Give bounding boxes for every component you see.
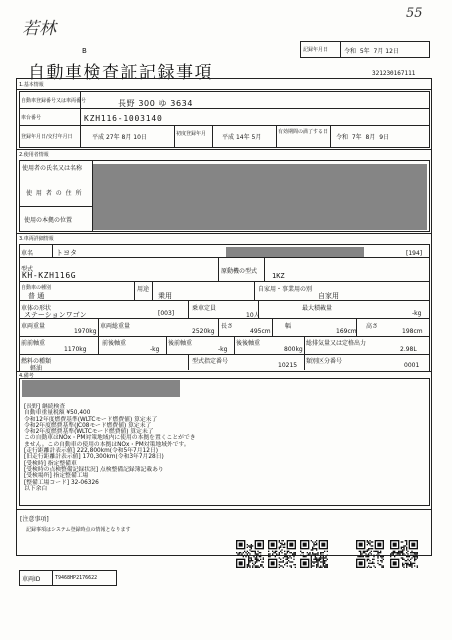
- qr-code-icon: [268, 540, 296, 568]
- redacted-maker-field: [226, 247, 364, 257]
- model-label: 型式: [21, 266, 34, 273]
- displacement-value: 2.98L: [400, 346, 417, 353]
- class-number-value: 0001: [404, 362, 420, 369]
- remarks-line: [旧走行距離計表示値] 170,300km(令和3年7月28日): [24, 454, 164, 461]
- remarks-line: 令和2年度燃費基準(WLTCモード燃費値) 算定未了: [24, 429, 154, 436]
- document-title: 自動車検査証記録事項: [28, 63, 213, 83]
- engine-type-label: 原動機の型式: [221, 268, 258, 275]
- front-front-axle-value: 1170kg: [64, 346, 87, 353]
- reg-number-label: 自動車登録番号又は車両番号: [21, 98, 87, 104]
- private-business-label: 自家用・事業用の別: [258, 286, 313, 293]
- rear-rear-axle-value: 800kg: [284, 346, 303, 353]
- record-date-value: 令和 5年 7月 12日: [344, 48, 399, 55]
- remarks-line: 自動車重量税額 ¥50,400: [24, 410, 91, 417]
- remarks-line: ません。この自動車の使用の本拠はNOx・PM対策地域外です。: [24, 441, 190, 448]
- vehicle-weight-label: 車両重量: [21, 323, 46, 330]
- maker-value: トヨタ: [56, 249, 77, 257]
- remarks-line: [長野] 継続検査: [24, 404, 66, 410]
- remarks-list: [24, 404, 254, 492]
- rear-rear-axle-label: 後後軸重: [236, 340, 261, 347]
- vehicle-id-value: T9468HP2176622: [55, 575, 98, 581]
- front-front-axle-label: 前前軸重: [21, 340, 46, 347]
- chassis-number-value: KZH116-1003140: [84, 114, 163, 123]
- first-year-label: 初度登録年月: [176, 131, 207, 137]
- rear-front-axle-label: 後前軸重: [168, 340, 193, 347]
- private-business-value: 自家用: [318, 292, 339, 300]
- front-rear-axle-value: -kg: [150, 346, 160, 353]
- front-rear-axle-label: 前後軸重: [102, 340, 127, 347]
- rear-front-axle-value: -kg: [218, 346, 228, 353]
- remarks-line: 令和2年度燃費基準(JC08モード燃費値) 算定未了: [24, 422, 152, 429]
- doc-mark: B: [82, 47, 87, 55]
- use-value: 乗用: [158, 292, 172, 300]
- handwritten-name: 若林: [22, 19, 56, 39]
- expiry-value: 令和 7年 8月 9日: [336, 134, 390, 141]
- expiry-label: 有効期間の満了する日: [278, 129, 329, 135]
- section1-title: 1.基本情報: [19, 82, 44, 88]
- fuel-type-value: 軽油: [30, 365, 43, 372]
- fuel-type-label: 燃料の種類: [21, 358, 52, 365]
- displacement-label: 総排気量又は定格出力: [306, 340, 367, 347]
- width-label: 幅: [285, 323, 292, 330]
- qr-code-icon: [390, 540, 418, 568]
- class-number-label: 類別区分番号: [306, 358, 343, 365]
- body-shape-code: [003]: [158, 310, 175, 317]
- vehicle-id-label: 車両ID: [22, 576, 41, 583]
- max-load-label: 最大積載量: [302, 305, 333, 312]
- remarks-line: この自動車はNOx・PM対策地域内に使用の本拠を置くことができ: [24, 435, 196, 442]
- user-name-label: 使用者の氏名又は名称: [22, 165, 83, 172]
- first-reg-label: 登録年月日/交付年月日: [21, 134, 73, 140]
- height-label: 高さ: [366, 323, 379, 330]
- notes-text: 記録事項はシステム登録時点の情報となります: [26, 527, 131, 533]
- reg-number-value: 長野 300 ゆ 3634: [118, 99, 194, 108]
- base-location-label: 使用の本拠の位置: [24, 217, 73, 224]
- model-value: KH-KZH116G: [22, 271, 77, 280]
- qr-code-icon: [356, 540, 384, 568]
- record-date-label: 記録年月日: [303, 47, 329, 53]
- qr-code-icon: [236, 540, 264, 568]
- vehicle-weight-value: 1970kg: [74, 328, 97, 335]
- remarks-line: 以下余白: [24, 485, 48, 492]
- handwritten-number: 55: [406, 6, 423, 21]
- document-number: 321230167111: [372, 70, 416, 77]
- type-designation-value: 10215: [278, 362, 298, 369]
- gross-weight-label: 車両総重量: [100, 323, 131, 330]
- vehicle-kind-label: 自動車の種別: [21, 285, 52, 291]
- first-reg-value: 平成 27年 8月 10日: [92, 134, 147, 141]
- capacity-label: 乗車定員: [192, 305, 217, 312]
- remarks-line: [受検時の点検整備記録状況] 点検整備記録簿記載あり: [24, 466, 164, 473]
- notes-title: [注意事項]: [20, 516, 49, 523]
- chassis-number-label: 車台番号: [21, 115, 42, 121]
- capacity-value: 10人: [246, 312, 260, 319]
- redacted-user-info: [93, 164, 427, 230]
- type-designation-label: 型式指定番号: [192, 358, 229, 365]
- maker-label: 車名: [21, 250, 34, 257]
- remarks-line: [走行距離計表示値] 222,800km(令和5年7月12日): [24, 448, 158, 455]
- body-shape-label: 車体の形状: [21, 305, 52, 312]
- section4-title: 4.備考: [19, 373, 34, 379]
- section3-title: 3.車両詳細情報: [19, 236, 54, 242]
- max-load-value: -kg: [412, 310, 422, 317]
- gross-weight-value: 2520kg: [192, 328, 215, 335]
- height-value: 198cm: [402, 328, 423, 335]
- body-shape-value: ステーションワゴン: [24, 311, 87, 319]
- vehicle-kind-value: 普 通: [28, 292, 45, 300]
- maker-code: [194]: [406, 250, 423, 257]
- remarks-line: [整備工場コード] 32-06326: [24, 479, 99, 486]
- use-label: 用途: [137, 286, 150, 293]
- qr-code-icon: [300, 540, 328, 568]
- remarks-line: [受検時] 指定整備車: [24, 460, 77, 467]
- width-value: 169cm: [336, 328, 357, 335]
- remarks-line: 令和12年度燃費基準(WLTCモード燃費値) 算定未了: [24, 416, 158, 423]
- section2-title: 2.使用者情報: [19, 152, 49, 158]
- engine-type-value: 1KZ: [272, 272, 285, 280]
- redacted-remarks-header: [22, 380, 180, 397]
- first-year-value: 平成 14年 5月: [222, 134, 262, 141]
- user-address-label: 使 用 者 の 住 所: [26, 190, 83, 197]
- remarks-line: [受検場所] 指定整備工場: [24, 473, 89, 480]
- length-value: 495cm: [250, 328, 271, 335]
- length-label: 長さ: [221, 323, 234, 330]
